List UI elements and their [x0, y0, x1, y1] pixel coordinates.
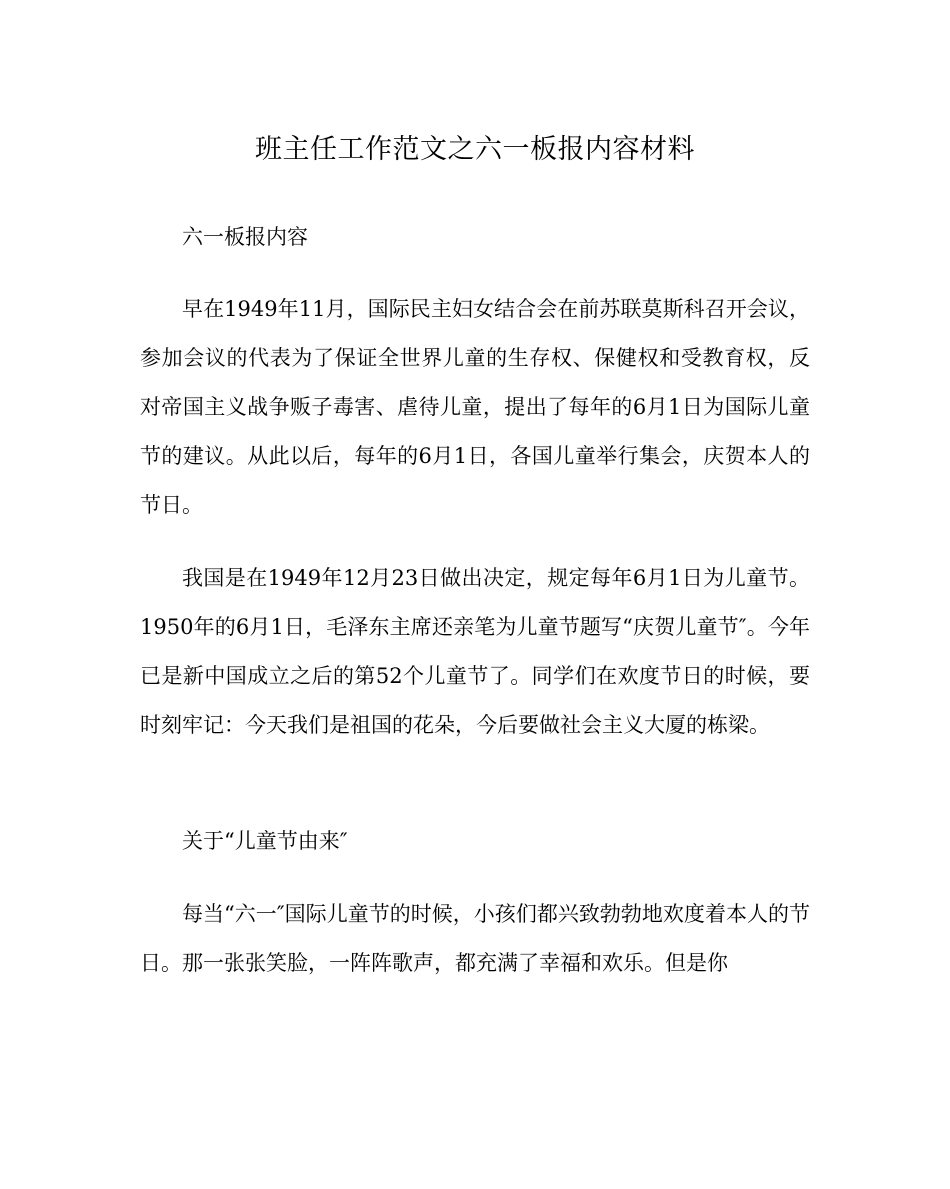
document-title: 班主任工作范文之六一板报内容材料: [255, 134, 695, 165]
section-heading-origin: 关于“儿童节由来″: [182, 829, 348, 853]
section-heading-board-content: 六一板报内容: [182, 225, 308, 249]
paragraph-origin-1949: 早在1949年11月，国际民主妇女结合会在前苏联莫斯科召开会议，参加会议的代表为了保证全世界儿童的生存权、保健权和受教育权，反对帝国主义战争贩子毒害、虐待儿童，提出了每年的6月1日为国际儿童节的建议。从此以后，每年的6月1日，各国儿童举行集会，庆贺本人的节日。: [140, 297, 810, 517]
paragraph-celebration: 每当“六一″国际儿童节的时候，小孩们都兴致勃勃地欢度着本人的节日。那一张张笑脸，一阵阵歌声，都充满了幸福和欢乐。但是你: [140, 902, 810, 975]
paragraph-china-childrens-day: 我国是在1949年12月23日做出决定，规定每年6月1日为儿童节。1950年的6月1日，毛泽东主席还亲笔为儿童节题写“庆贺儿童节″。今年已是新中国成立之后的第52个儿童节了。同学们在欢度节日的时候，要时刻牢记：今天我们是祖国的花朵，今后要做社会主义大厦的栋梁。: [140, 566, 810, 737]
